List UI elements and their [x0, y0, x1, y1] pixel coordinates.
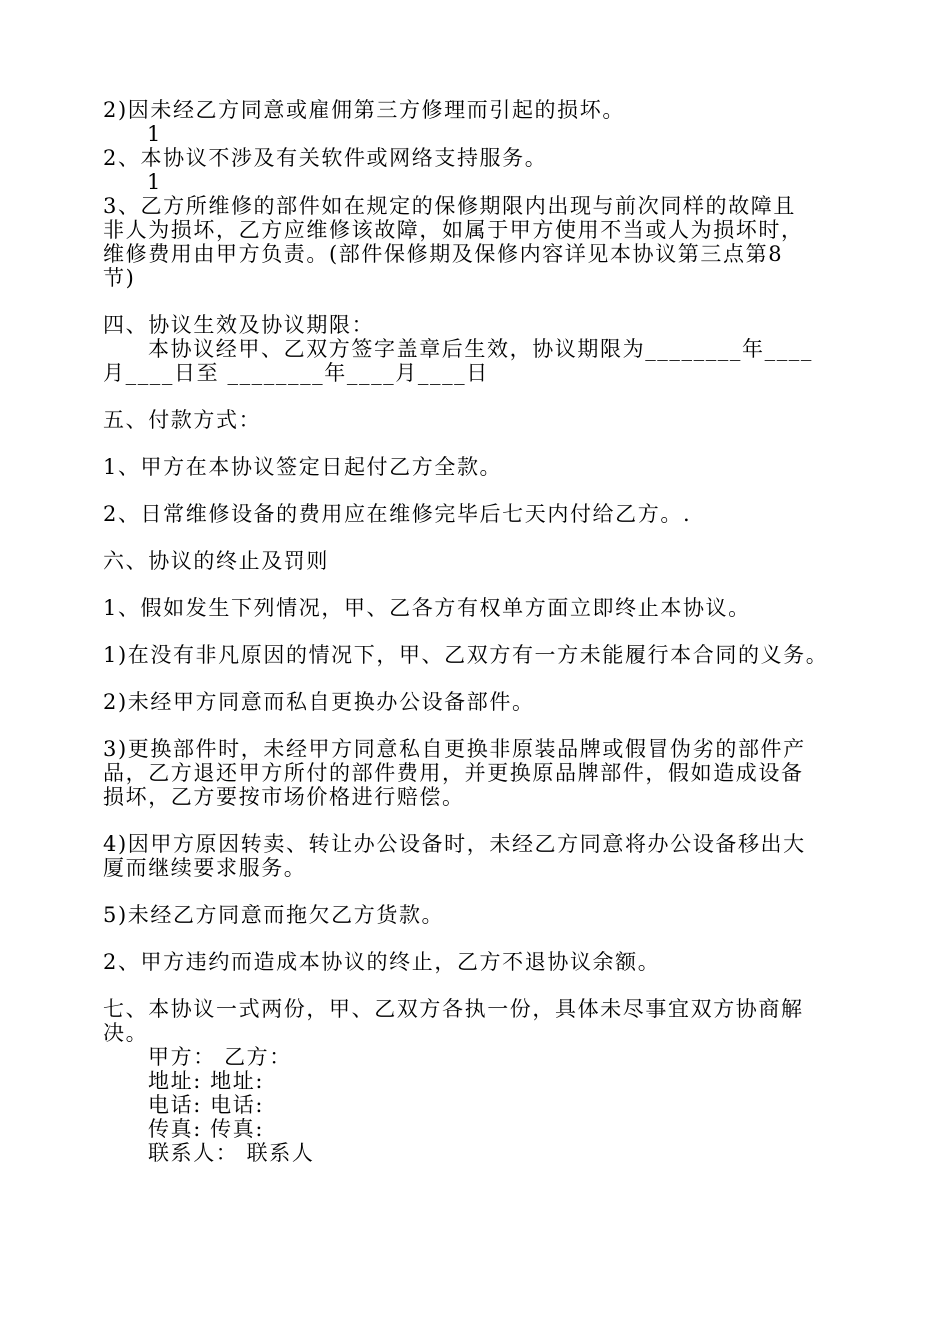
- section-heading-effectiveness: 四、协议生效及协议期限：: [103, 313, 375, 337]
- section-heading-payment: 五、付款方式：: [103, 408, 262, 432]
- text-line: 3、乙方所维修的部件如在规定的保修期限内出现与前次同样的故障且: [103, 194, 796, 218]
- text-line: 3)更换部件时，未经甲方同意私自更换非原装品牌或假冒伪劣的部件产: [103, 737, 806, 761]
- page-number-marker: 1: [147, 122, 161, 146]
- text-line: 非人为损坏，乙方应维修该故障，如属于甲方使用不当或人为损坏时，: [103, 218, 804, 242]
- clause-term: 本协议经甲、乙双方签字盖章后生效，协议期限为________年____: [148, 337, 813, 361]
- signature-phone: 电话: 电话:: [148, 1093, 265, 1117]
- signature-party: 甲方： 乙方：: [148, 1045, 292, 1069]
- document-page: [103, 98, 853, 1165]
- clause-repair-fees: 2、日常维修设备的费用应在维修完毕后七天内付给乙方。.: [103, 502, 692, 526]
- clause-equipment-transfer: [103, 832, 853, 880]
- clause-termination-conditions: 1、假如发生下列情况，甲、乙各方有权单方面立即终止本协议。: [103, 596, 751, 620]
- clause-unauthorized-replacement: 2)未经甲方同意而私自更换办公设备部件。: [103, 690, 535, 714]
- text-line: 4)因甲方原因转卖、转让办公设备时，未经乙方同意将办公设备移出大: [103, 832, 806, 856]
- text-line: 维修费用由甲方负责。(部件保修期及保修内容详见本协议第三点第8: [103, 242, 784, 266]
- signature-block: [103, 1045, 853, 1165]
- clause-nonperformance: 1)在没有非凡原因的情况下，甲、乙双方有一方未能履行本合同的义务。: [103, 643, 829, 667]
- section-heading-termination: 六、协议的终止及罚则: [103, 549, 329, 573]
- page-number-marker: 1: [147, 170, 161, 194]
- text-line: 七、本协议一式两份，甲、乙双方各执一份，具体未尽事宜双方协商解: [103, 997, 804, 1021]
- clause-full-payment: 1、甲方在本协议签定日起付乙方全款。: [103, 455, 503, 479]
- text-line: 决。: [103, 1021, 149, 1045]
- signature-contact: 联系人： 联系人: [148, 1141, 315, 1165]
- text-line: 节): [103, 266, 136, 290]
- clause-counterfeit-parts: [103, 737, 853, 809]
- clause-term-dates: 月____日至 ________年____月____日: [103, 361, 489, 385]
- clause-breach-no-refund: 2、甲方违约而造成本协议的终止，乙方不退协议余额。: [103, 950, 661, 974]
- text-line: 损坏，乙方要按市场价格进行赔偿。: [103, 785, 465, 809]
- clause-payment-arrears: 5)未经乙方同意而拖欠乙方货款。: [103, 903, 445, 927]
- text-line: 厦而继续要求服务。: [103, 856, 307, 880]
- clause-damage-third-party: 2)因未经乙方同意或雇佣第三方修理而引起的损坏。: [103, 98, 625, 122]
- text-line: 品，乙方退还甲方所付的部件费用，并更换原品牌部件，假如造成设备: [103, 761, 804, 785]
- clause-warranty: [103, 194, 853, 290]
- section-copies: [103, 997, 853, 1045]
- signature-address: 地址: 地址:: [148, 1069, 265, 1093]
- clause-no-software-support: 2、本协议不涉及有关软件或网络支持服务。: [103, 146, 548, 170]
- signature-fax: 传真: 传真:: [148, 1117, 265, 1141]
